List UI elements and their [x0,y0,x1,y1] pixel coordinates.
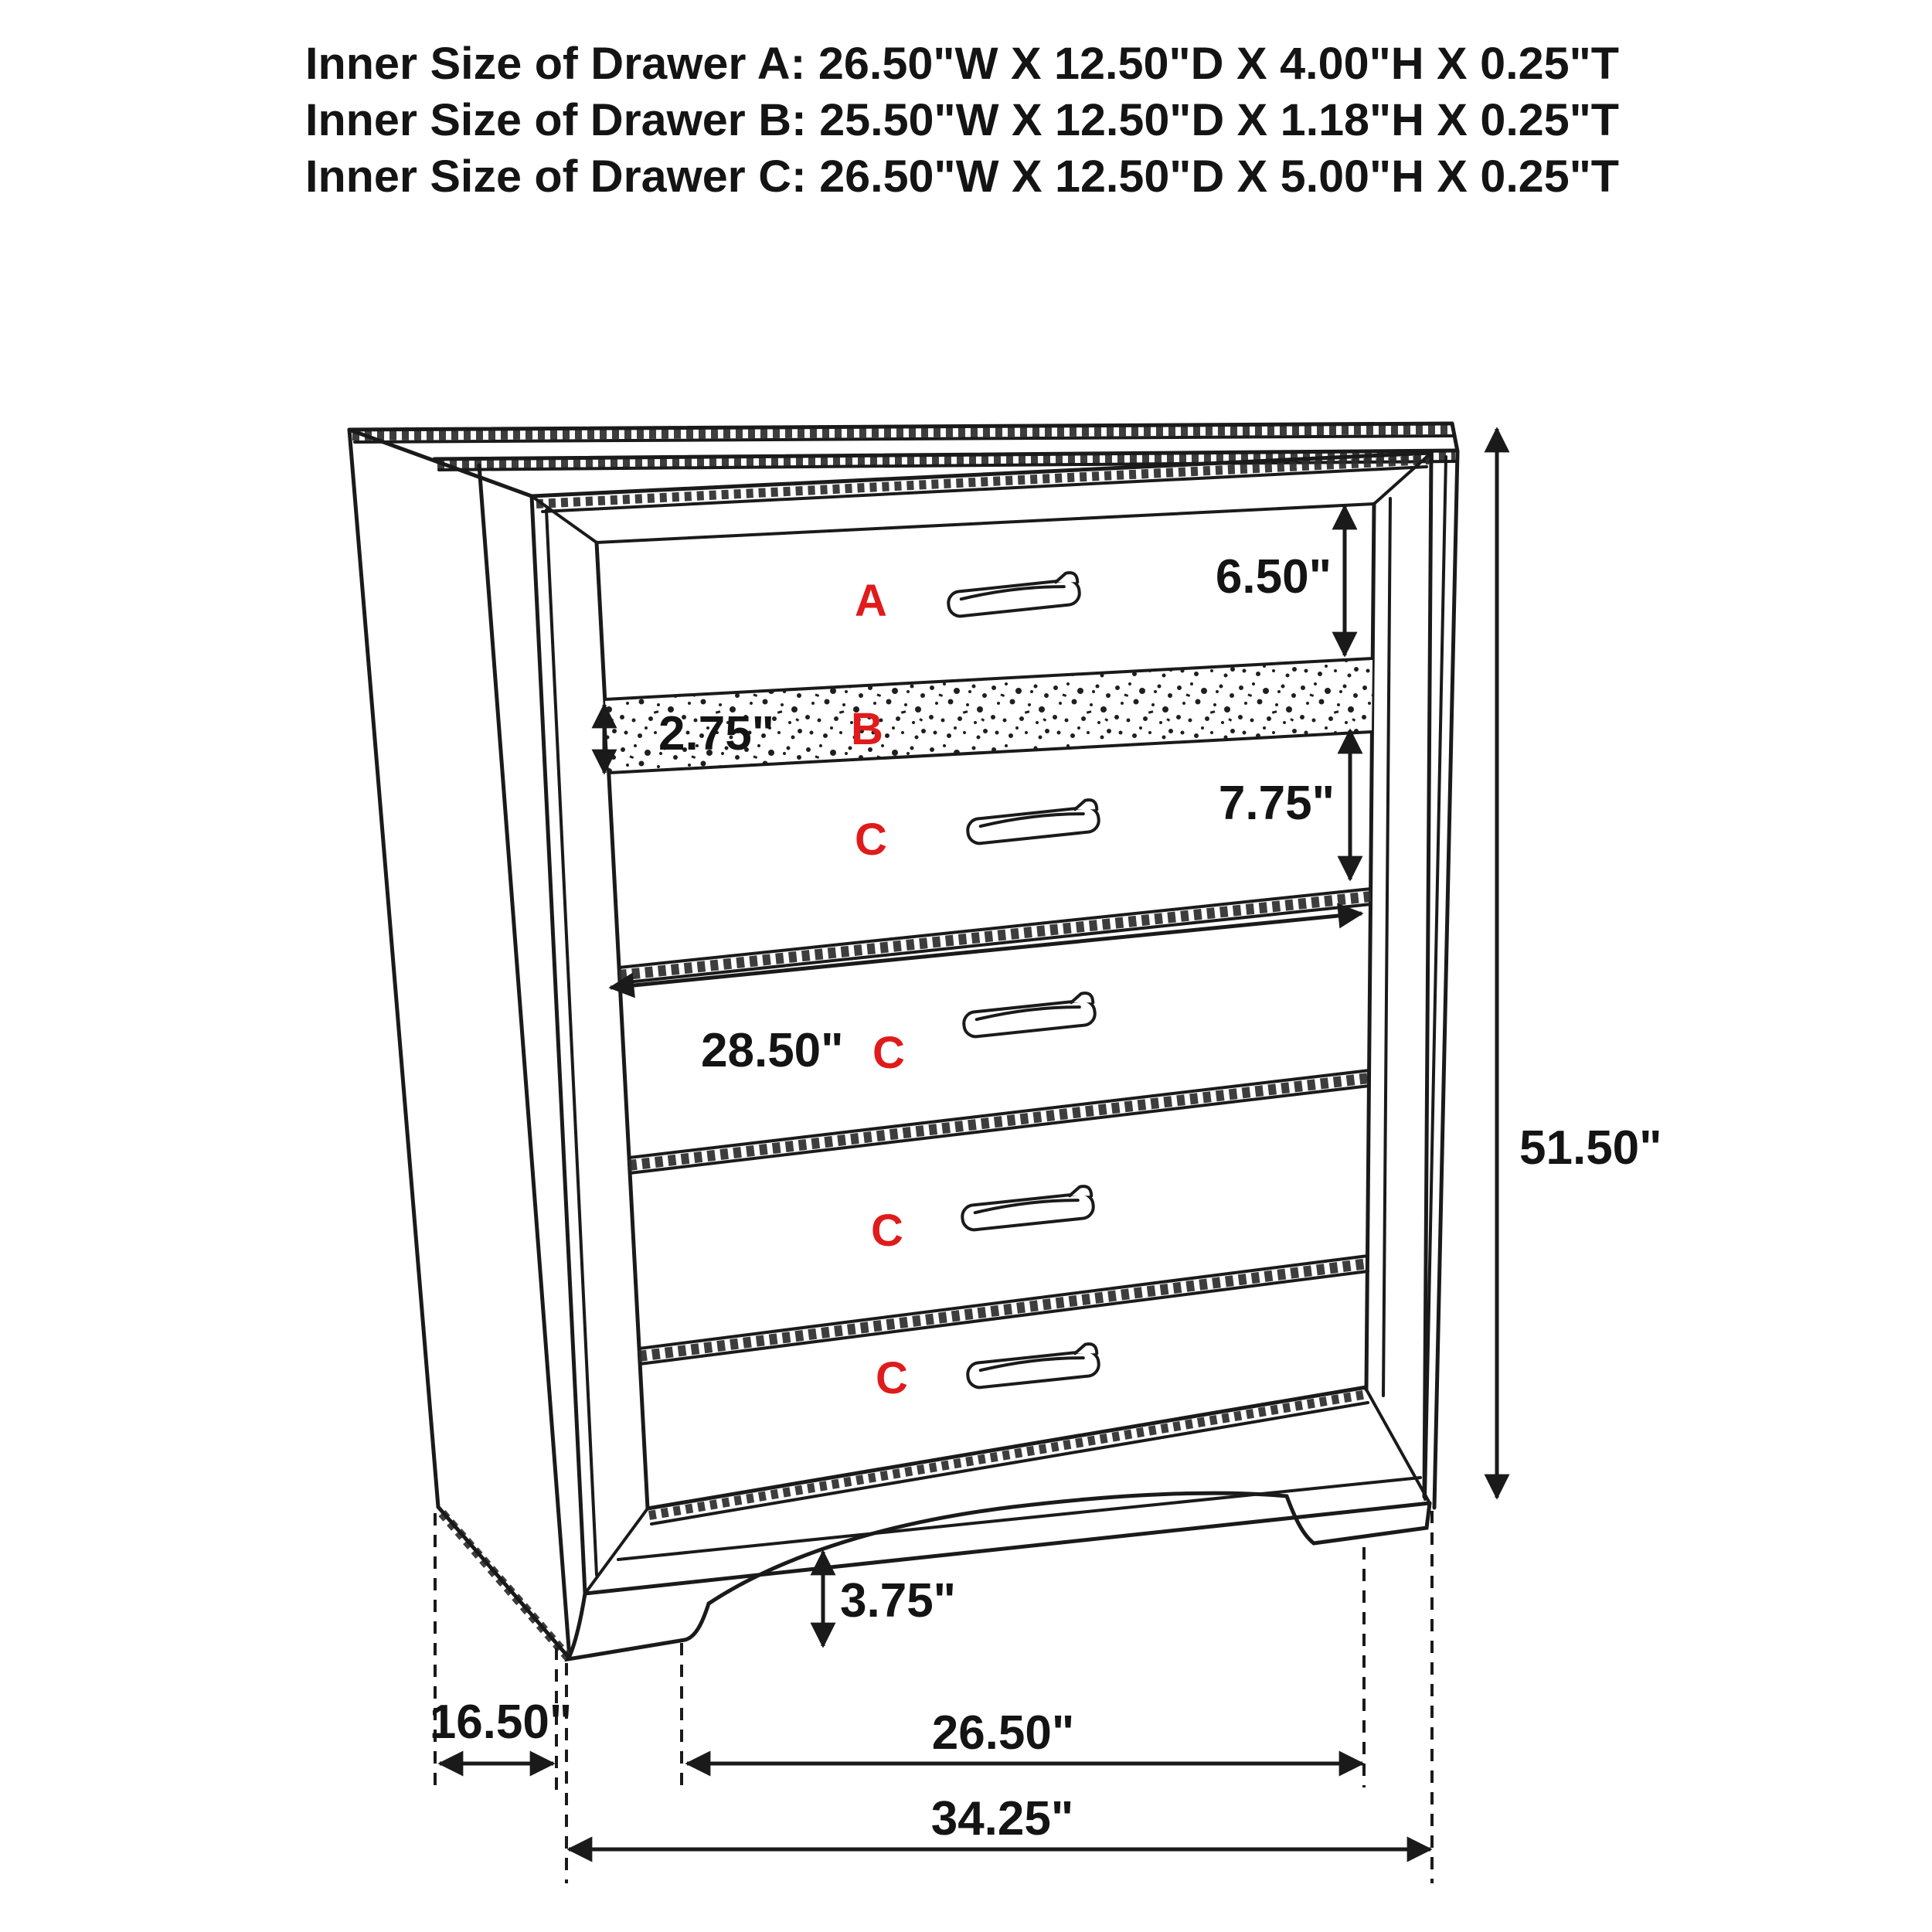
drawer-c4-handle [966,1343,1100,1389]
dim-inner-width-label: 26.50" [931,1706,1075,1760]
drawer-c1-handle [966,799,1100,845]
drawer-c2-handle [962,992,1096,1038]
cabinet-drawing [349,423,1458,1662]
dim-inner-width [687,1706,1362,1764]
inner-size-drawer-a-line: Inner Size of Drawer A: 26.50"W X 12.50"D X 4.00"H X 0.25"T [305,39,1619,89]
dim-drawer-c-height-label: 7.75" [1218,777,1335,830]
dim-overall-width-label: 34.25" [930,1792,1074,1845]
drawer-separator-rail-2 [629,1070,1369,1173]
inner-size-drawer-b-line: Inner Size of Drawer B: 25.50"W X 12.50"D X 1.18"H X 0.25"T [305,95,1619,145]
dim-overall-height-label: 51.50" [1519,1121,1662,1175]
dimension-annotations [430,429,1662,1883]
drawer-separator-rail-3 [639,1256,1368,1364]
dim-drawer-front-width-label: 28.50" [701,1024,844,1077]
drawer-separator-rail-1 [619,889,1371,983]
drawer-b-label: B [851,704,883,754]
dim-overall-width [569,1792,1430,1849]
dim-foot-height-label: 3.75" [840,1574,957,1628]
dim-drawer-a-height [1216,506,1345,655]
side-bottom-edge [438,1507,572,1662]
drawer-a-label: A [855,576,887,626]
bottom-rail [648,1387,1368,1524]
drawer-c2-label: C [872,1028,905,1078]
drawer-c1-label: C [855,815,887,865]
dim-side-depth-label: 16.50" [429,1696,573,1749]
header-inner-size-text [305,39,1619,202]
inner-size-drawer-c-line: Inner Size of Drawer C: 26.50"W X 12.50"D X 5.00"H X 0.25"T [305,151,1619,202]
right-foot [1287,1496,1430,1543]
dim-overall-height [1497,429,1662,1498]
dim-side-depth [430,1696,573,1764]
dim-drawer-a-height-label: 6.50" [1215,550,1332,604]
drawer-c4-label: C [876,1353,908,1403]
dim-drawer-c-height [1219,730,1350,879]
dim-jewelry-band-height-label: 2.75" [658,707,775,760]
drawer-c3-label: C [871,1206,903,1256]
drawer-a-handle [947,572,1080,617]
left-foot [568,1594,709,1659]
drawer-c3-handle [961,1185,1094,1231]
